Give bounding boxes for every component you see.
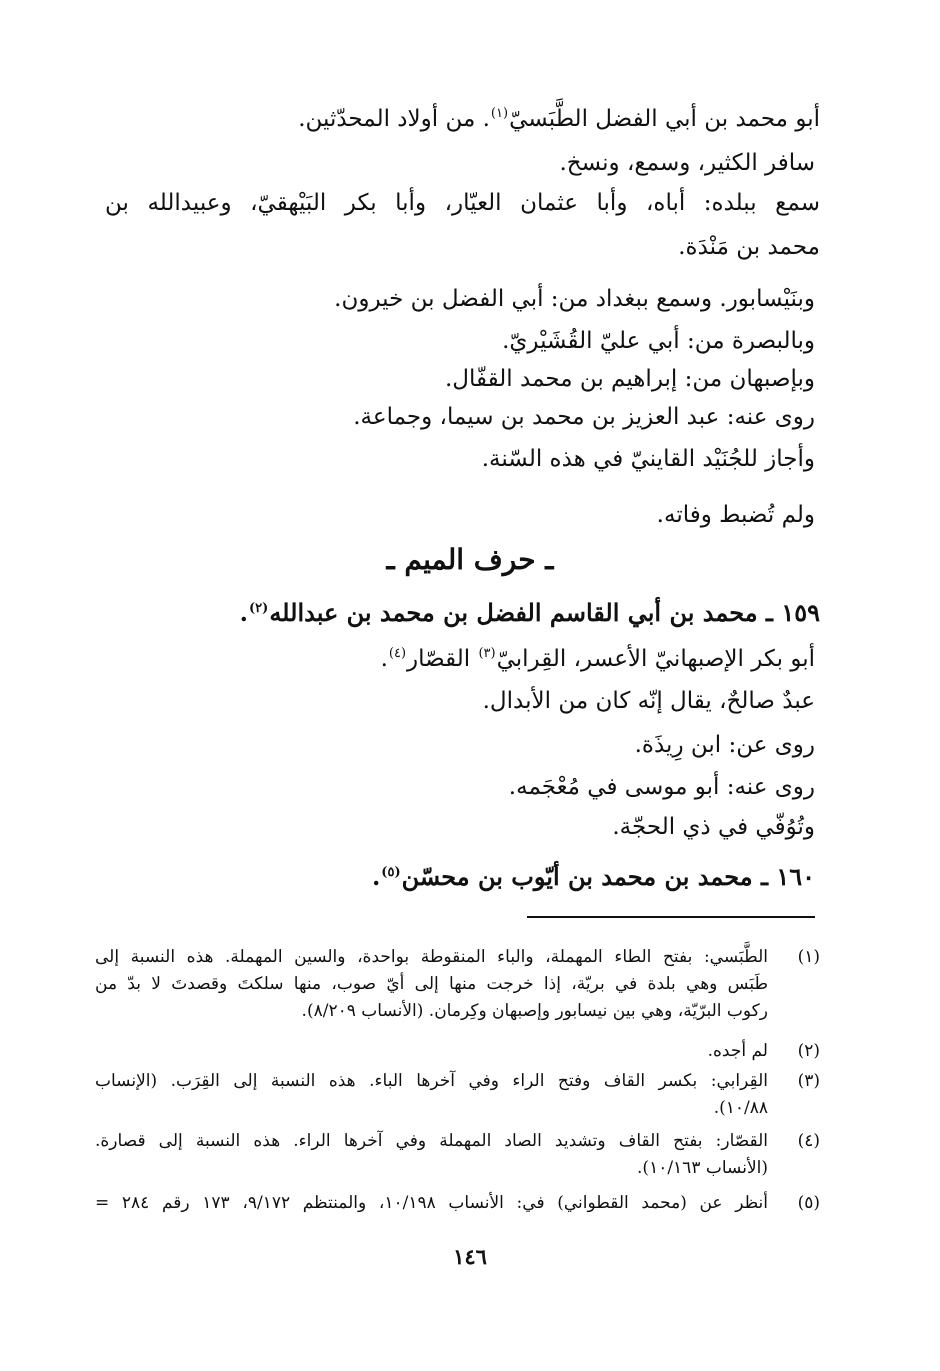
footnote-4 bbox=[95, 1128, 820, 1182]
footnote-line: القصّار: بفتح القاف وتشديد الصاد المهملة وفي آخرها الراء. هذه النسبة إلى قصارة. bbox=[95, 1131, 768, 1151]
footnote-line: ركوب البرّيّة، وهي بين نيسابور وإصبهان وكِرمان. (الأنساب ٨/٢٠٩). bbox=[301, 1001, 768, 1021]
footnote-line: أنظر عن (محمد القطواني) في: الأنساب ١٠/١٩٨، والمنتظم ٩/١٧٢، ١٧٣ رقم ٢٨٤ = bbox=[95, 1193, 769, 1213]
text-line: سافر الكثير، وسمع، ونسخ. bbox=[559, 150, 815, 176]
footnote-line: طَبَس وهي بلدة في بريّة، إذا خرجت منها إلى أيّ صوب، منها سلكتَ وقصدتَ لا بدّ من bbox=[95, 974, 768, 994]
text-line: روى عنه: أبو موسى في مُعْجَمه. bbox=[508, 774, 815, 800]
footnote-text bbox=[95, 1068, 768, 1122]
section-heading: ـ حرف الميم ـ bbox=[386, 543, 554, 576]
footnote-1 bbox=[95, 944, 820, 1025]
footnote-text bbox=[95, 944, 768, 1025]
text-line: وبإصبهان من: إبراهيم بن محمد القفّال. bbox=[444, 366, 815, 392]
footnote-line: ١٠/٨٨). bbox=[713, 1098, 768, 1118]
entry-kunya-line bbox=[381, 642, 815, 676]
entry-title-end: . bbox=[239, 598, 249, 627]
footnote-marker: (٤) bbox=[388, 646, 407, 662]
entry-title-text: ١٦٠ ـ محمد بن محمد بن أيّوب بن محسّن bbox=[401, 862, 815, 891]
kunya-end: . bbox=[380, 646, 388, 672]
footnote-line: الطَّبَسي: بفتح الطاء المهملة، والباء المنقوطة بواحدة، والسين المهملة. هذه النسبة إلى bbox=[95, 947, 768, 967]
entry-name-line bbox=[298, 102, 820, 136]
footnote-number: (٤) bbox=[797, 1131, 820, 1151]
kunya-text: أبو بكر الإصبهانيّ الأعسر، القِرابيّ bbox=[496, 646, 815, 672]
footnote-5 bbox=[95, 1190, 820, 1217]
entry-title-end: . bbox=[371, 862, 381, 891]
text-line: وبالبصرة من: أبي عليّ القُشَيْريّ. bbox=[502, 328, 815, 354]
text-line: عبدٌ صالحٌ، يقال إنّه كان من الأبدال. bbox=[482, 688, 815, 714]
text-line: وبنَيْسابور. وسمع ببغداد من: أبي الفضل بن خيرون. bbox=[334, 286, 815, 312]
footnote-marker: (٣) bbox=[478, 646, 496, 662]
footnote-separator bbox=[527, 916, 815, 918]
text-line: محمد بن مَنْدَة. bbox=[678, 234, 820, 260]
footnote-number: (٥) bbox=[797, 1193, 820, 1213]
text-line: روى عنه: عبد العزيز بن محمد بن سيما، وجماعة. bbox=[353, 404, 815, 430]
footnote-marker: (١) bbox=[490, 106, 509, 122]
entry-title-160 bbox=[372, 860, 815, 894]
footnote-2 bbox=[95, 1038, 820, 1065]
footnote-number: (٣) bbox=[797, 1071, 820, 1091]
footnote-number: (٢) bbox=[797, 1041, 820, 1061]
footnote-text bbox=[95, 1190, 768, 1217]
footnote-text bbox=[95, 1128, 768, 1182]
footnote-text bbox=[95, 1038, 768, 1065]
footnote-marker: (٥) bbox=[381, 865, 401, 880]
text-line: روى عن: ابن رِيذَة. bbox=[634, 732, 815, 758]
footnote-number: (١) bbox=[797, 947, 820, 967]
kunya-text-b: القصّار bbox=[407, 646, 478, 672]
footnote-marker: (٢) bbox=[249, 601, 269, 616]
footnote-line: (الأنساب ١٠/١٦٣). bbox=[637, 1158, 768, 1178]
entry-name-tail: . من أولاد المحدّثين. bbox=[298, 106, 490, 132]
text-line: سمع ببلده: أباه، وأبا عثمان العيّار، وأبا بكر البَيْهقيّ، وعبيدالله بن bbox=[105, 190, 820, 216]
page-number: ١٤٦ bbox=[453, 1244, 487, 1269]
footnote-line: لم أجده. bbox=[707, 1041, 768, 1061]
text-line: وأجاز للجُنَيْد القاينيّ في هذه السّنة. bbox=[481, 446, 815, 472]
text-line: وتُوُفّي في ذي الحجّة. bbox=[612, 814, 815, 840]
text-line: ولم تُضبط وفاته. bbox=[656, 502, 815, 528]
footnote-3 bbox=[95, 1068, 820, 1122]
entry-name: أبو محمد بن أبي الفضل الطَّبَسيّ bbox=[509, 106, 820, 132]
footnote-line: القِرابي: بكسر القاف وفتح الراء وفي آخرها الباء. هذه النسبة إلى القِرَب. (الإنساب bbox=[95, 1071, 768, 1091]
entry-title-text: ١٥٩ ـ محمد بن أبي القاسم الفضل بن محمد بن عبدالله bbox=[269, 598, 820, 627]
entry-title-159 bbox=[240, 596, 820, 630]
